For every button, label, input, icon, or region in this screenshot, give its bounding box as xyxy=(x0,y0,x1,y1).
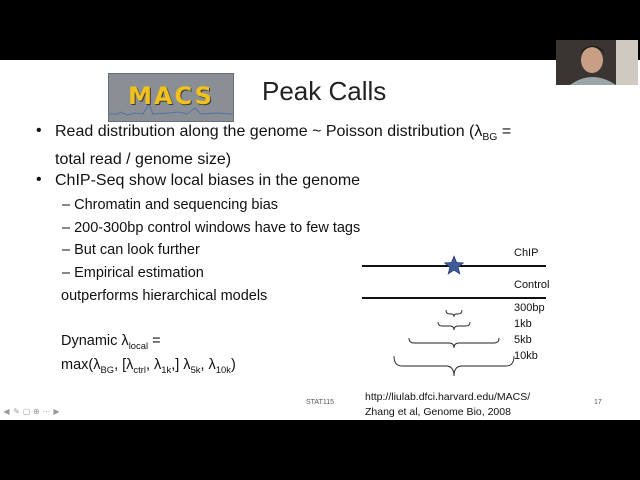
subscript: 10k xyxy=(215,363,231,375)
logo-text: MACS xyxy=(128,82,214,110)
sub-bullet: – 200-300bp control windows have to few tags xyxy=(62,220,361,236)
presenter-image xyxy=(556,40,638,85)
window-label-1kb: 1kb xyxy=(514,318,532,330)
formula-text: , λ xyxy=(200,357,216,373)
previous-slide-icon[interactable]: ◀ xyxy=(3,407,10,416)
subscript: local xyxy=(128,339,149,351)
slide xyxy=(0,60,640,420)
slideshow-controls xyxy=(2,407,61,416)
formula-text: ) xyxy=(230,357,236,373)
plain-text: outperforms hierarchical models xyxy=(61,288,268,304)
sub-bullet: – Empirical estimation xyxy=(62,265,204,281)
brace-5kb xyxy=(409,338,499,348)
subscript: ctrl xyxy=(133,363,146,375)
chip-label: ChIP xyxy=(514,247,539,259)
course-footer: STAT115 xyxy=(306,399,335,406)
zoom-icon[interactable]: ⊕ xyxy=(33,407,40,416)
sub-bullet: – Chromatin and sequencing bias xyxy=(62,197,279,213)
bullet-marker: • xyxy=(36,122,42,139)
formula-text: , [λ xyxy=(114,357,134,373)
next-slide-icon[interactable]: ▶ xyxy=(53,407,60,416)
brace-1kb xyxy=(438,322,470,330)
page-number: 17 xyxy=(594,399,602,406)
reference-url[interactable]: http://liulab.dfci.harvard.edu/MACS/ xyxy=(365,391,531,403)
formula-text: ,] λ xyxy=(171,357,191,373)
bullet-marker: • xyxy=(36,171,42,188)
slides-icon[interactable]: ▢ xyxy=(22,407,31,416)
slide-title: Peak Calls xyxy=(262,76,387,106)
formula-text: , λ xyxy=(145,357,162,373)
subscript: 1k xyxy=(161,363,172,375)
bullet-chipseq-biases: ChIP-Seq show local biases in the genome xyxy=(55,172,361,189)
peak-star-icon xyxy=(445,256,464,274)
more-options-icon[interactable]: ⋯ xyxy=(42,407,51,416)
subscript: BG xyxy=(482,132,498,144)
brace-10kb xyxy=(394,356,514,376)
subscript: 5k xyxy=(190,363,201,375)
window-label-300bp: 300bp xyxy=(514,302,545,314)
formula-text: max(λ xyxy=(61,357,101,373)
window-label-5kb: 5kb xyxy=(514,334,532,346)
brace-300bp xyxy=(446,310,462,317)
webcam-video xyxy=(556,40,638,85)
bullet-text: total read / genome size) xyxy=(55,151,232,169)
bullet-text: = xyxy=(497,123,512,140)
citation: Zhang et al, Genome Bio, 2008 xyxy=(365,406,511,418)
pen-icon[interactable]: ✎ xyxy=(13,407,20,416)
formula-text: = xyxy=(148,333,161,349)
window-diagram xyxy=(0,60,640,420)
sub-bullet: – But can look further xyxy=(62,242,200,258)
window-label-10kb: 10kb xyxy=(514,350,538,362)
formula-text: Dynamic λ xyxy=(61,333,129,349)
bullet-text: Read distribution along the genome ~ Poisson distribution (λ xyxy=(55,123,483,140)
control-label: Control xyxy=(514,279,550,291)
subscript: BG xyxy=(100,363,115,375)
